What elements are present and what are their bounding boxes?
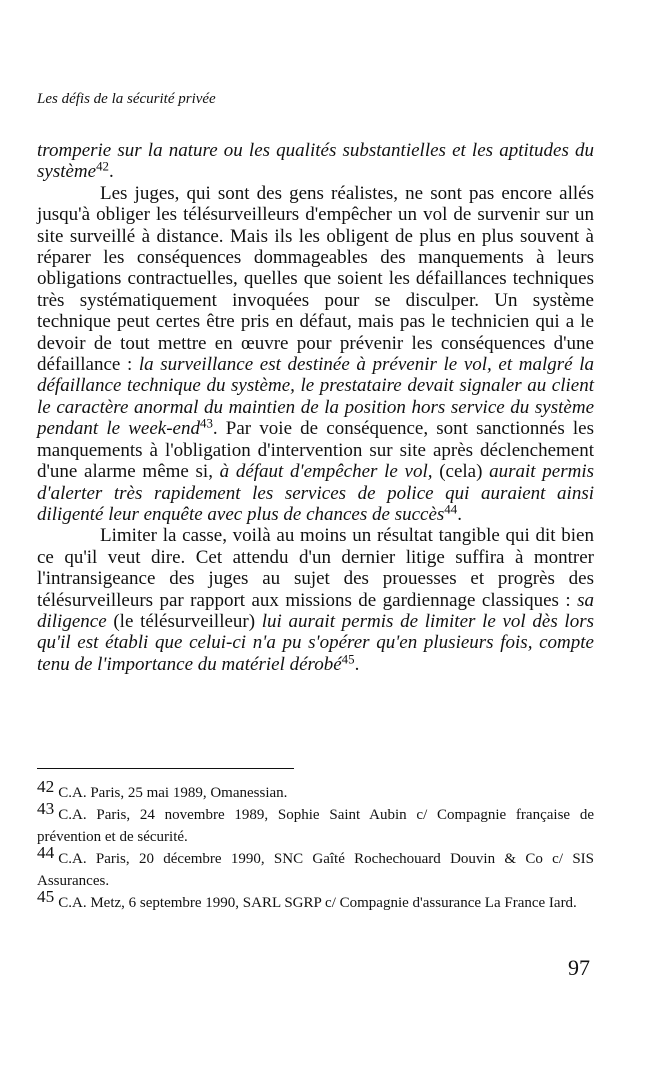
- text-run: . Par voie de conséquence, sont sanctionnés les manquements à l'obligation d'intervention sur site après déclenchement d'une alarme même si,: [37, 418, 594, 483]
- paragraph-2: [37, 525, 594, 675]
- footnotes: [37, 776, 594, 914]
- footnote-ref-45[interactable]: 45: [341, 651, 355, 667]
- quote-text: à défaut d'empêcher le vol,: [219, 461, 433, 483]
- quote-text: tromperie sur la nature ou les qualités substantielles et les aptitudes du système: [37, 140, 594, 183]
- footnote-number: 42: [37, 776, 55, 796]
- punctuation: .: [109, 161, 114, 183]
- footnote-43: [37, 798, 594, 848]
- quote-text: la surveillance est destinée à prévenir le vol, et malgré la défaillance technique du système, le prestataire devait signaler au client le caractère anormal du maintien de la position hors service du système pendant le week-end: [37, 354, 595, 440]
- footnote-ref-44[interactable]: 44: [444, 501, 458, 517]
- paragraph-1: [37, 183, 594, 526]
- footnote-text: C.A. Paris, 24 novembre 1989, Sophie Saint Aubin c/ Compagnie française de prévention et de sécurité.: [37, 807, 594, 845]
- quote-text: sa diligence: [37, 589, 594, 632]
- paragraph-0: [37, 140, 594, 183]
- quote-text: aurait permis d'alerter très rapidement les services de police qui auraient ainsi diligenté leur enquête avec plus de chances de succès: [37, 461, 594, 525]
- footnote-number: 45: [37, 886, 55, 906]
- footnote-separator: [37, 768, 294, 769]
- footnote-number: 43: [37, 798, 55, 818]
- footnote-text: C.A. Paris, 25 mai 1989, Omanessian.: [58, 785, 288, 801]
- footnote-ref-42[interactable]: 42: [96, 158, 109, 174]
- text-run: (cela): [432, 461, 490, 483]
- footnote-44: [37, 842, 594, 892]
- running-header: Les défis de la sécurité privée: [37, 91, 216, 107]
- quote-text: lui aurait permis de limiter le vol dès lors qu'il est établi que celui-ci n'a pu s'opérer qu'en plusieurs fois, compte tenu de l'importance du matériel dérobé: [37, 610, 594, 675]
- footnote-ref-43[interactable]: 43: [199, 415, 213, 431]
- text-run: Limiter la casse, voilà au moins un résultat tangible qui dit bien ce qu'il veut dire. Cet attendu d'un dernier litige suffira à montrer l'intransigeance des juges au sujet des prouesses et progrès des télésurveilleurs par rapport aux missions de gardiennage classiques :: [37, 525, 594, 611]
- main-text: [37, 140, 594, 675]
- punctuation: .: [354, 653, 360, 675]
- text-run: (le télésurveilleur): [106, 610, 262, 632]
- footnote-number: 44: [37, 842, 55, 862]
- footnote-42: [37, 776, 594, 804]
- footnote-45: [37, 886, 594, 914]
- footnote-text: C.A. Metz, 6 septembre 1990, SARL SGRP c/ Compagnie d'assurance La France Iard.: [58, 895, 577, 911]
- text-run: Les juges, qui sont des gens réalistes, ne sont pas encore allés jusqu'à obliger les télésurveilleurs d'empêcher un vol de survenir sur un site surveillé à distance. Mais ils les obligent de plus en plus souvent à réparer les conséquences dommageables des manquements à leurs obligations contractuelles, quelles que soient les défaillances techniques très systématiquement invoquées pour se disculper. Un système technique peut certes être pris en défaut, mais pas le technicien qui a le devoir de tout mettre en œuvre pour prévenir les conséquences d'une défaillance :: [37, 182, 594, 376]
- footnote-text: C.A. Paris, 20 décembre 1990, SNC Gaîté Rochechouard Douvin & Co c/ SIS Assurances.: [37, 851, 594, 889]
- page-number: 97: [568, 955, 590, 980]
- punctuation: .: [457, 503, 462, 525]
